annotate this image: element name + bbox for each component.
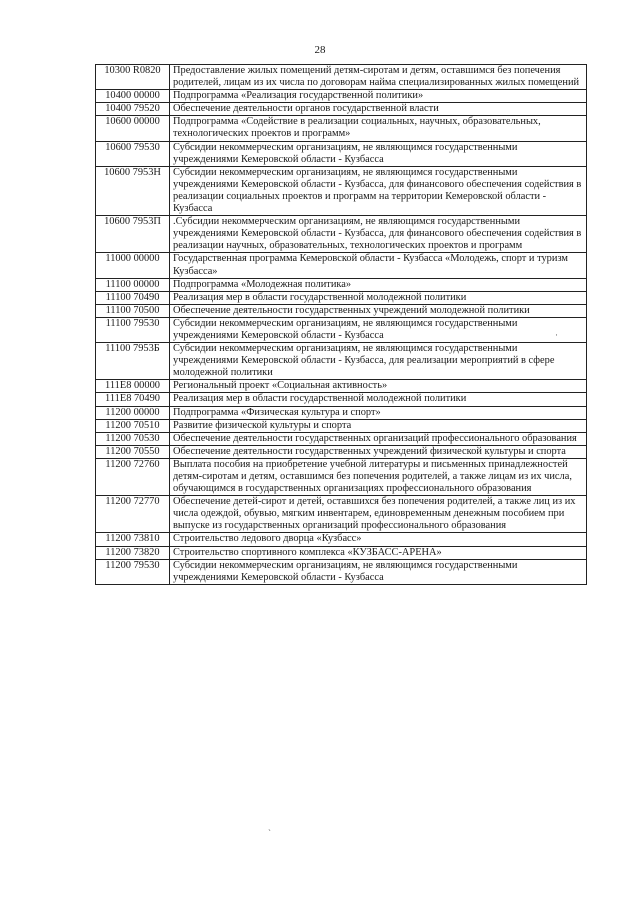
row-code: 10400 00000 <box>96 90 170 103</box>
table-row <box>96 445 587 458</box>
row-code: 11200 70510 <box>96 419 170 432</box>
row-description: Строительство спортивного комплекса «КУЗБАСС-АРЕНА» <box>170 546 587 559</box>
table-row <box>96 291 587 304</box>
row-description: Обеспечение деятельности органов государственной власти <box>170 103 587 116</box>
table-row <box>96 253 587 278</box>
table-row <box>96 533 587 546</box>
table-row <box>96 559 587 584</box>
table-row <box>96 116 587 141</box>
table-row <box>96 496 587 533</box>
row-code: 10600 00000 <box>96 116 170 141</box>
row-description: Выплата пособия на приобретение учебной литературы и письменных принадлежностей детям-сиротам и детям, оставшимся без попечения родителей, а также лицам из их числа, обучающимся в государственных организациях профессионального образования <box>170 458 587 495</box>
row-code: 11200 70550 <box>96 445 170 458</box>
row-code: 11200 73820 <box>96 546 170 559</box>
row-description: Обеспечение деятельности государственных учреждений молодежной политики <box>170 304 587 317</box>
table-row <box>96 380 587 393</box>
row-description: Предоставление жилых помещений детям-сиротам и детям, оставшимся без попечения родителей, лицам из их числа по договорам найма специализированных жилых помещений <box>170 65 587 90</box>
row-code: 111E8 00000 <box>96 380 170 393</box>
row-code: 11100 70500 <box>96 304 170 317</box>
row-description: Реализация мер в области государственной молодежной политики <box>170 393 587 406</box>
table-row <box>96 432 587 445</box>
row-description: Строительство ледового дворца «Кузбасс» <box>170 533 587 546</box>
row-code: 11200 70530 <box>96 432 170 445</box>
table-row <box>96 304 587 317</box>
row-description: .Субсидии некоммерческим организациям, не являющимся государственными учреждениями Кемеровской области - Кузбасса, для финансового обеспечения содействия в реализации научных, образовательных, технологических проектов и программ <box>170 216 587 253</box>
row-description: Субсидии некоммерческим организациям, не являющимся государственными учреждениями Кемеровской области - Кузбасса, для реализации мероприятий в сфере молодежной политики <box>170 343 587 380</box>
row-description: Субсидии некоммерческим организациям, не являющимся государственными учреждениями Кемеровской области - Кузбасса <box>170 317 587 342</box>
row-description: Подпрограмма «Физическая культура и спорт» <box>170 406 587 419</box>
table-row <box>96 458 587 495</box>
row-code: 10600 79530 <box>96 141 170 166</box>
row-code: 11200 00000 <box>96 406 170 419</box>
row-code: 11200 72760 <box>96 458 170 495</box>
table-row <box>96 546 587 559</box>
page-number: 28 <box>314 44 326 56</box>
row-code: 10300 R0820 <box>96 65 170 90</box>
scan-speck-mark: · <box>555 330 558 340</box>
row-description: Обеспечение деятельности государственных учреждений физической культуры и спорта <box>170 445 587 458</box>
row-code: 11200 73810 <box>96 533 170 546</box>
row-description: Обеспечение деятельности государственных организаций профессионального образования <box>170 432 587 445</box>
table-row <box>96 278 587 291</box>
row-description: Государственная программа Кемеровской области - Кузбасса «Молодежь, спорт и туризм Кузбасса» <box>170 253 587 278</box>
row-code: 11200 72770 <box>96 496 170 533</box>
row-description: Субсидии некоммерческим организациям, не являющимся государственными учреждениями Кемеровской области - Кузбасса <box>170 141 587 166</box>
table-row <box>96 393 587 406</box>
row-description: Субсидии некоммерческим организациям, не являющимся государственными учреждениями Кемеровской области - Кузбасса <box>170 559 587 584</box>
row-description: Обеспечение детей-сирот и детей, оставшихся без попечения родителей, а также лиц из их числа одеждой, обувью, мягким инвентарем, единовременным денежным пособием при выпуске из государственных организаций профессионального образования <box>170 496 587 533</box>
row-description: Подпрограмма «Реализация государственной политики» <box>170 90 587 103</box>
budget-code-table <box>95 64 587 585</box>
row-code: 11100 70490 <box>96 291 170 304</box>
row-code: 11200 79530 <box>96 559 170 584</box>
row-description: Подпрограмма «Молодежная политика» <box>170 278 587 291</box>
table-row <box>96 406 587 419</box>
scan-speck-mark: ` <box>268 828 271 838</box>
row-description: Субсидии некоммерческим организациям, не являющимся государственными учреждениями Кемеровской области - Кузбасса, для финансового обеспечения содействия в реализации социальных проектов и программ на территории Кемеровской области - Кузбасса <box>170 166 587 215</box>
table-row <box>96 317 587 342</box>
table-row <box>96 216 587 253</box>
row-description: Реализация мер в области государственной молодежной политики <box>170 291 587 304</box>
row-code: 11100 7953Б <box>96 343 170 380</box>
table-row <box>96 103 587 116</box>
table-row <box>96 343 587 380</box>
row-code: 11100 79530 <box>96 317 170 342</box>
row-description: Развитие физической культуры и спорта <box>170 419 587 432</box>
row-description: Региональный проект «Социальная активность» <box>170 380 587 393</box>
row-code: 111E8 70490 <box>96 393 170 406</box>
row-code: 10600 7953Н <box>96 166 170 215</box>
table-row <box>96 90 587 103</box>
table-row <box>96 65 587 90</box>
table-row <box>96 166 587 215</box>
row-code: 11000 00000 <box>96 253 170 278</box>
table-row <box>96 419 587 432</box>
row-description: Подпрограмма «Содействие в реализации социальных, научных, образовательных, технологических проектов и программ» <box>170 116 587 141</box>
table-row <box>96 141 587 166</box>
row-code: 10600 7953П <box>96 216 170 253</box>
row-code: 11100 00000 <box>96 278 170 291</box>
row-code: 10400 79520 <box>96 103 170 116</box>
